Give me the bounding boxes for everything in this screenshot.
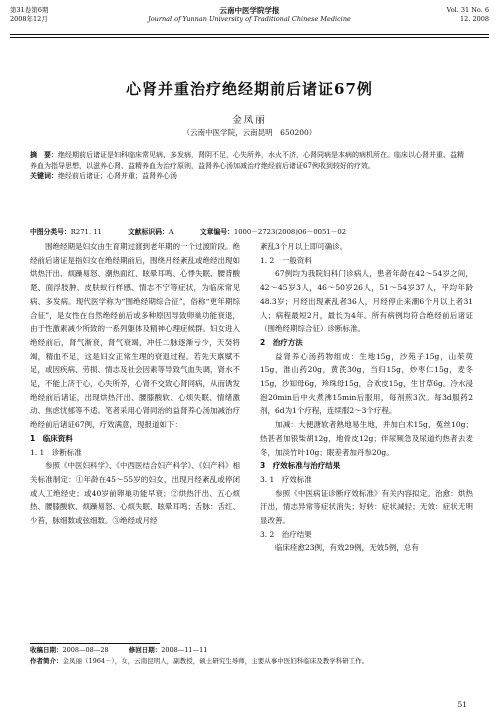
criteria-paragraph: 参照《中医病证诊断疗效标准》有关内容拟定。治愈：烘热汗出，情志异常等症状消失；好转：症状减轻；无效：症状无明显改善。 bbox=[260, 488, 473, 526]
outcome-paragraph: 临床痊愈23例，有效29例，无效5例，总有 bbox=[275, 543, 419, 553]
abstract bbox=[30, 150, 469, 171]
received-label: 收稿日期： bbox=[30, 646, 63, 654]
section-heading-treatment: 2 治疗方法 bbox=[260, 337, 303, 347]
general-data-paragraph: 67例均为我院妇科门诊病人，患者年龄在42～54岁之间，42～45岁3人，46～50岁26人，51～54岁37人，平均年龄48.3岁；月经出现紊乱者36人，月经停止来潮6个月以上者31人；病程最短2月，最长为4年。所有病例均符合绝经前后诸证（围绝经期综合征）诊断标准。 bbox=[260, 269, 473, 334]
keywords-label: 关键词： bbox=[30, 172, 58, 181]
header-rule-thin bbox=[10, 37, 489, 38]
article-author: 金凤丽 bbox=[232, 115, 267, 126]
revised-label: 修回日期： bbox=[128, 646, 162, 654]
subsection-heading-general-data: 1. 2 一般资料 bbox=[260, 255, 312, 265]
abstract-label: 摘 要： bbox=[30, 151, 58, 159]
journal-name-en: Journal of Yunnan University of Traditional Chinese Medicine bbox=[148, 15, 351, 23]
document-code bbox=[128, 226, 174, 236]
volume-issue: 第31卷第6期 bbox=[10, 6, 49, 14]
journal-name bbox=[10, 6, 489, 24]
volume-issue-en: Vol. 31 No. 6 bbox=[446, 6, 489, 14]
subsection-heading-diagnosis: 1. 1 诊断标准 bbox=[30, 447, 82, 457]
doc-value: A bbox=[168, 228, 174, 236]
subsection-heading-criteria: 3. 1 疗效标准 bbox=[260, 474, 312, 484]
article-value: 1000－2723(2008)06－0051－02 bbox=[233, 228, 347, 236]
subsection-heading-outcome: 3. 2 治疗结果 bbox=[260, 529, 312, 539]
author-info-label: 作者简介： bbox=[30, 657, 63, 665]
issue-date: 2008年12月 bbox=[10, 15, 48, 23]
clc-value: R271. 11 bbox=[70, 228, 102, 236]
author-affiliation: （云南中医学院，云南昆明 650200） bbox=[182, 128, 317, 137]
modification-paragraph: 加减：大便溏软者熟地易生地，并加白术15g，菟丝10g；热甚者加银柴胡12g，地骨皮12g；伴尿频急及尿道灼热者去麦冬，加淡竹叶10g；眠差者加丹参20g。 bbox=[260, 420, 473, 457]
page-number: 51 bbox=[457, 700, 467, 709]
right-column bbox=[260, 240, 473, 555]
doc-label: 文献标识码： bbox=[128, 228, 169, 236]
issue-date-en: 12. 2008 bbox=[460, 15, 489, 23]
article-label: 文章编号： bbox=[199, 228, 234, 236]
issue-info-en bbox=[447, 6, 489, 24]
section-heading-results: 3 疗效标准与治疗结果 bbox=[260, 461, 341, 471]
article-number bbox=[200, 226, 346, 236]
running-header bbox=[10, 6, 489, 46]
received-date: 2008—08—28 bbox=[62, 646, 109, 654]
abstract-text: 绝经期前后诸证是妇科临床常见病、多发病，肾阴不足，心失所养，水火不济，心肾同病是本病的病机所在。临床以心肾并重、益精养血为指导思想，以滋养心肾、益精养血为治疗原则，益肾养心汤加减治疗绝经前后诸证67例收到较好的疗效。 bbox=[30, 151, 464, 170]
author-info-text: 金凤丽（1964－），女，云南昆明人，副教授，硕士研究生导师，主要从事中医妇科临床及教学科研工作。 bbox=[62, 657, 369, 665]
treatment-paragraph: 益肾养心汤药物组成：生地15g，沙苑子15g，山茱萸15g，淮山药20g，黄芪30g，当归15g，炒枣仁15g，麦冬15g，沙知母6g，珍珠母15g，合欢皮15g，生甘草6g。冷水浸泡20min后中火煮沸15min后服用，每剂煎3次。每3d服药2剂，6d为1个疗程，连续服2～3个疗程。 bbox=[260, 351, 473, 416]
keywords-text: 绝经前后诸证；心肾并重；益肾养心汤 bbox=[58, 172, 177, 181]
clc-label: 中图分类号： bbox=[30, 228, 71, 236]
left-column bbox=[30, 240, 240, 528]
revised-date: 2008—11—11 bbox=[161, 646, 208, 654]
clc-number bbox=[30, 226, 102, 236]
article-title: 心肾并重治疗绝经期前后诸证67例 bbox=[126, 80, 373, 98]
diagnosis-paragraph: 参照《中医妇科学》、《中西医结合妇产科学》、《妇产科》相关标准制定：①年龄在45～55岁的妇女，出现月经紊乱或停闭或人工绝经史；或40岁前卵巢功能早衰；②烘热汗出、五心烦热、腰膝酸软、烦躁易怒、心烦失眠、眩晕耳鸣；舌脉：舌红、少苔，脉细数或弦细数。③绝经或月经 bbox=[30, 461, 240, 526]
intro-paragraph: 围绝经期是妇女由生育期过渡到老年期的一个过渡阶段。绝经前后诸证是指妇女在绝经期前后，围绕月经紊乱或绝经出现如烘热汗出、烦躁易怒、潮热面红、眩晕耳鸣、心悸失眠、腰背酸楚、面浮肢肿、皮肤蚁行样感、情志不宁等症状，为临床常见病、多发病。现代医学称为“围绝经期综合征”，俗称“更年期综合征”，是女性在自然绝经前后或多种原因导致卵巢功能衰退，由于性激素减少所致的一系列躯体及精神心理症候群。妇女进入绝经前后，肾气渐衰，肾气衰竭，冲任二脉逐渐亏少，天癸将竭，精血不足，这是妇女正常生理的衰退过程。若先天禀赋不足，或因疾病、劳损、情志及社会因素等导致气血失调，肾水不足，不能上济于心，心失所养，心肾不交致心肾同病，从而诱发绝经前后诸证，出现烘热汗出、腰膝酸软、心烦失眠、情绪激动、焦虑忧郁等不适。笔者采用心肾同治的益肾养心汤加减治疗绝经前后诸证67例，疗效满意，现报道如下： bbox=[30, 242, 240, 430]
keywords bbox=[30, 171, 469, 182]
footnote-dates bbox=[30, 645, 469, 656]
footnote-rule bbox=[30, 643, 160, 644]
footnote bbox=[30, 645, 469, 667]
continued-paragraph: 紊乱3个月以上即可确诊。 bbox=[260, 242, 348, 251]
classification-line bbox=[30, 226, 469, 236]
abstract-block bbox=[30, 150, 469, 182]
section-heading-clinical-data: 1 临床资料 bbox=[30, 433, 73, 443]
header-rule-thick bbox=[10, 34, 489, 35]
journal-name-cn: 云南中医学院学报 bbox=[219, 6, 280, 15]
footnote-author bbox=[30, 656, 469, 667]
